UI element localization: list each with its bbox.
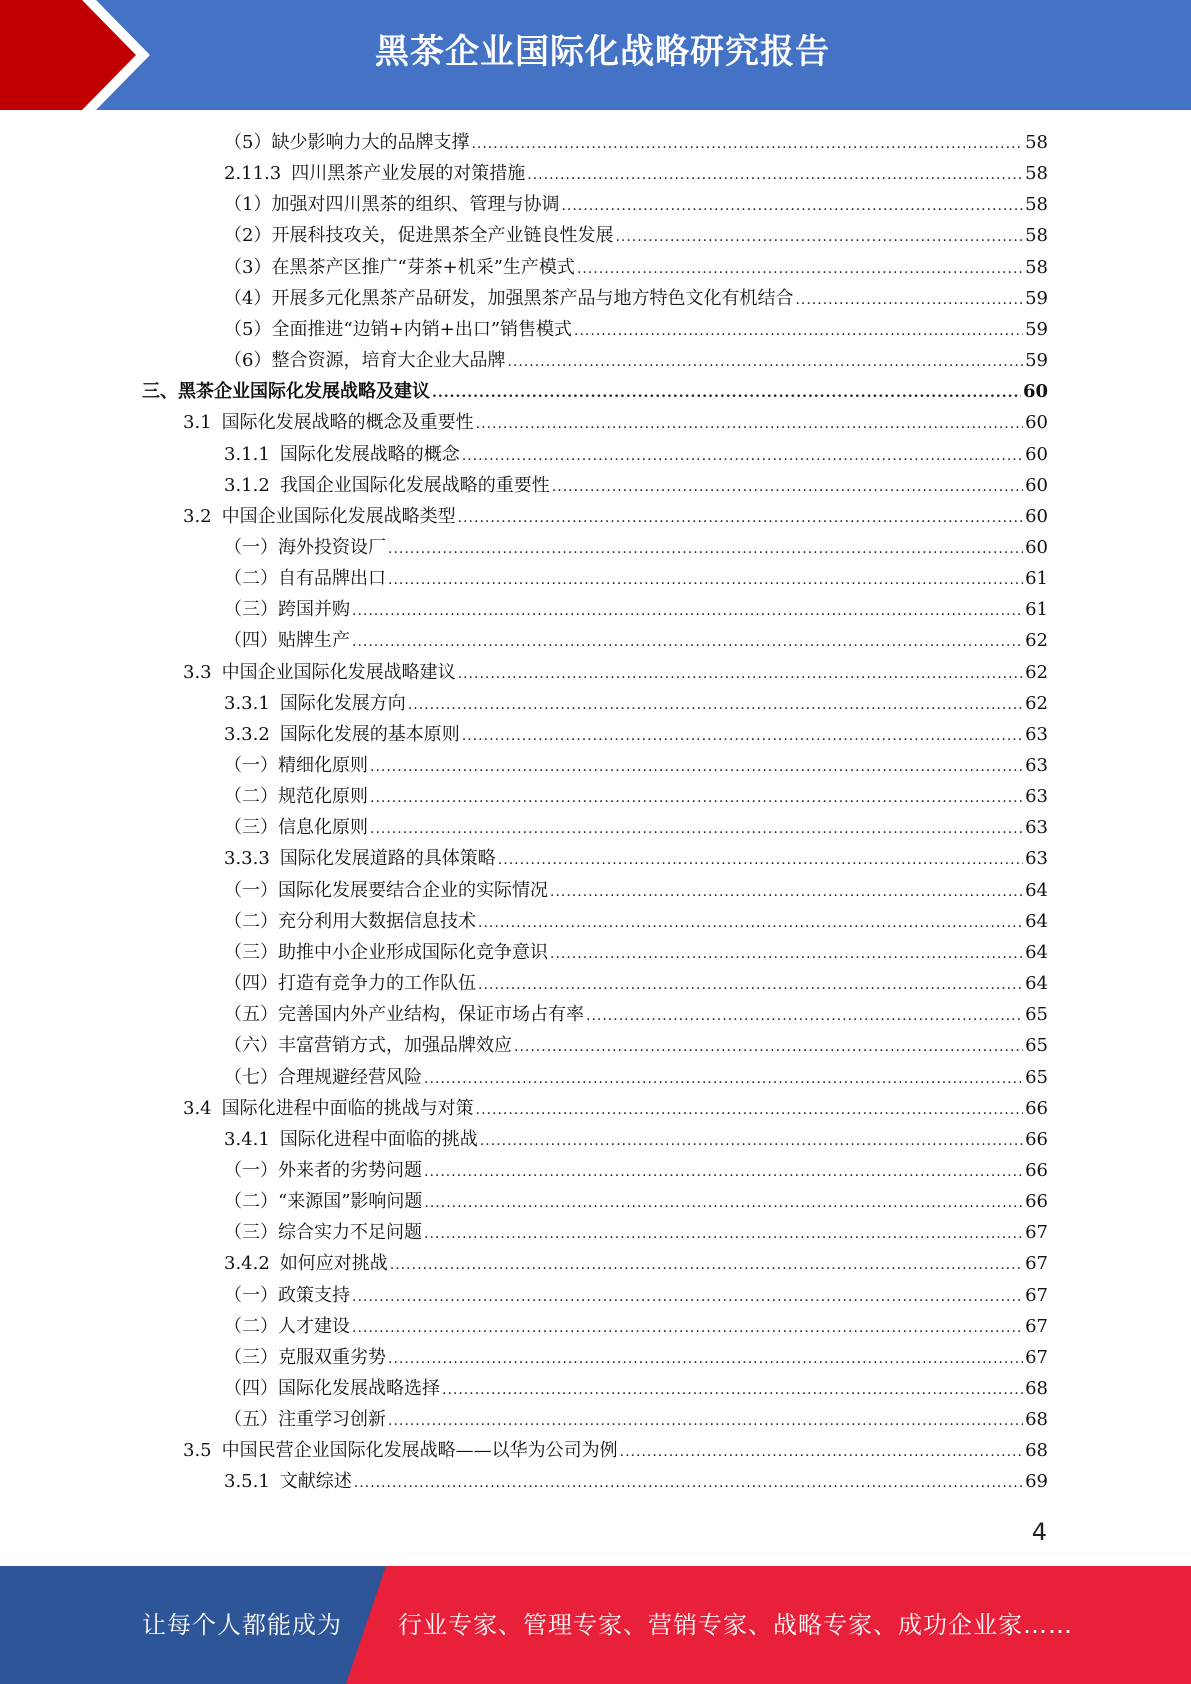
toc-dot-leader bbox=[390, 1250, 1023, 1281]
toc-entry-page: 65 bbox=[1025, 1066, 1048, 1088]
toc-entry-page: 60 bbox=[1025, 412, 1048, 434]
toc-entry-page: 58 bbox=[1025, 163, 1048, 185]
toc-entry-page: 69 bbox=[1025, 1471, 1048, 1493]
toc-entry-number: 3.1.1 bbox=[224, 443, 270, 465]
toc-entry[interactable] bbox=[224, 625, 1048, 656]
toc-entry-number: 2.11.3 bbox=[224, 163, 282, 185]
toc-entry-page: 68 bbox=[1025, 1409, 1048, 1431]
toc-entry[interactable] bbox=[224, 283, 1048, 314]
toc-entry-number: 3.3.2 bbox=[224, 723, 270, 745]
toc-entry[interactable] bbox=[224, 189, 1048, 220]
toc-entry[interactable] bbox=[224, 1404, 1048, 1435]
toc-entry[interactable] bbox=[183, 1093, 1048, 1124]
toc-entry-page: 63 bbox=[1025, 755, 1048, 776]
toc-entry[interactable] bbox=[183, 501, 1048, 532]
toc-dot-leader bbox=[471, 129, 1023, 160]
toc-dot-leader bbox=[561, 191, 1023, 222]
toc-dot-leader bbox=[462, 721, 1023, 752]
toc-entry-page: 64 bbox=[1025, 910, 1048, 932]
toc-entry-page: 63 bbox=[1025, 786, 1048, 808]
toc-entry[interactable] bbox=[224, 1280, 1048, 1311]
toc-entry-title: （五）注重学习创新 bbox=[224, 1409, 386, 1431]
toc-dot-leader bbox=[370, 783, 1023, 814]
toc-entry-title: （一）精细化原则 bbox=[224, 755, 368, 776]
toc-entry-page: 60 bbox=[1022, 381, 1048, 403]
toc-entry-page: 60 bbox=[1025, 443, 1048, 465]
page-footer bbox=[0, 1566, 1191, 1684]
toc-dot-leader bbox=[370, 752, 1023, 783]
toc-entry-title: 三、黑茶企业国际化发展战略及建议 bbox=[142, 381, 430, 403]
toc-dot-leader bbox=[442, 1375, 1023, 1406]
toc-entry-title: 国际化发展道路的具体策略 bbox=[279, 848, 496, 870]
toc-entry-page: 58 bbox=[1025, 225, 1048, 247]
toc-entry[interactable] bbox=[224, 1373, 1048, 1404]
toc-entry-page: 62 bbox=[1025, 661, 1048, 683]
toc-dot-leader bbox=[432, 378, 1021, 409]
toc-entry-title: （四）国际化发展战略选择 bbox=[224, 1378, 440, 1399]
toc-dot-leader bbox=[462, 441, 1023, 472]
toc-entry[interactable] bbox=[224, 127, 1048, 158]
toc-entry-page: 65 bbox=[1025, 1035, 1048, 1057]
toc-dot-leader bbox=[388, 1344, 1023, 1375]
toc-entry-page: 63 bbox=[1025, 723, 1048, 745]
toc-dot-leader bbox=[424, 1157, 1023, 1188]
footer-slogan-left: 让每个人都能成为 bbox=[142, 1611, 342, 1639]
toc-entry-title: （一）海外投资设厂 bbox=[224, 536, 386, 558]
toc-entry-title: （二）“来源国”影响问题 bbox=[224, 1191, 423, 1213]
toc-dot-leader bbox=[354, 1468, 1023, 1499]
toc-dot-leader bbox=[458, 503, 1023, 534]
toc-entry-page: 60 bbox=[1025, 536, 1048, 558]
toc-entry[interactable] bbox=[224, 1155, 1048, 1186]
toc-entry-title: （二）充分利用大数据信息技术 bbox=[224, 910, 476, 932]
toc-entry-title: （三）助推中小企业形成国际化竞争意识 bbox=[224, 941, 548, 963]
toc-dot-leader bbox=[388, 565, 1023, 596]
toc-dot-leader bbox=[577, 254, 1023, 285]
toc-dot-leader bbox=[388, 1406, 1023, 1437]
toc-entry-title: 国际化发展方向 bbox=[279, 692, 406, 714]
toc-entry-title: 国际化进程中面临的挑战 bbox=[279, 1128, 478, 1150]
toc-entry[interactable] bbox=[142, 376, 1048, 407]
toc-entry-page: 62 bbox=[1025, 630, 1048, 652]
toc-entry-page: 67 bbox=[1025, 1222, 1048, 1244]
toc-entry-title: （二）人才建设 bbox=[224, 1315, 350, 1337]
toc-entry-page: 60 bbox=[1025, 505, 1048, 527]
toc-entry[interactable] bbox=[183, 407, 1048, 438]
toc-dot-leader bbox=[424, 1219, 1023, 1250]
toc-entry-page: 64 bbox=[1025, 941, 1048, 963]
toc-entry[interactable] bbox=[224, 812, 1048, 843]
toc-dot-leader bbox=[352, 627, 1023, 658]
toc-entry-title: （三）跨国并购 bbox=[224, 599, 350, 621]
toc-entry-title: （七）合理规避经营风险 bbox=[224, 1066, 422, 1088]
toc-entry-page: 58 bbox=[1025, 132, 1048, 153]
toc-entry-title: （4）开展多元化黑茶产品研发，加强黑茶产品与地方特色文化有机结合 bbox=[224, 287, 794, 309]
toc-dot-leader bbox=[424, 1064, 1023, 1095]
toc-entry[interactable] bbox=[224, 781, 1048, 812]
toc-entry-title: （四）贴牌生产 bbox=[224, 630, 350, 652]
toc-entry-title: （6）整合资源，培育大企业大品牌 bbox=[224, 350, 506, 372]
toc-dot-leader bbox=[527, 160, 1023, 191]
toc-entry-page: 67 bbox=[1025, 1253, 1048, 1275]
toc-entry-title: （一）国际化发展要结合企业的实际情况 bbox=[224, 879, 548, 901]
toc-entry-title: 国际化发展的基本原则 bbox=[279, 723, 460, 745]
toc-entry-title: （二）自有品牌出口 bbox=[224, 568, 386, 590]
toc-entry[interactable] bbox=[224, 439, 1048, 470]
toc-entry[interactable] bbox=[224, 968, 1048, 999]
toc-entry[interactable] bbox=[224, 1217, 1048, 1248]
toc-entry[interactable] bbox=[224, 843, 1048, 874]
toc-entry[interactable] bbox=[224, 252, 1048, 283]
toc-entry[interactable] bbox=[224, 719, 1048, 750]
toc-entry-number: 3.3.1 bbox=[224, 692, 270, 714]
toc-entry[interactable] bbox=[224, 1466, 1048, 1497]
header-title: 黑茶企业国际化战略研究报告 bbox=[375, 32, 830, 72]
toc-entry-title: （三）综合实力不足问题 bbox=[224, 1222, 422, 1244]
toc-entry-number: 3.4.1 bbox=[224, 1128, 270, 1150]
toc-dot-leader bbox=[795, 285, 1023, 316]
toc-entry-page: 67 bbox=[1025, 1346, 1048, 1368]
toc-dot-leader bbox=[478, 908, 1023, 939]
toc-dot-leader bbox=[476, 409, 1023, 440]
toc-entry[interactable] bbox=[224, 158, 1048, 189]
toc-entry[interactable] bbox=[224, 906, 1048, 937]
toc-entry-title: （2）开展科技攻关，促进黑茶全产业链良性发展 bbox=[224, 225, 614, 247]
toc-entry[interactable] bbox=[224, 345, 1048, 376]
toc-entry[interactable] bbox=[183, 657, 1048, 688]
toc-entry[interactable] bbox=[224, 1311, 1048, 1342]
toc-entry[interactable] bbox=[224, 937, 1048, 968]
footer-slogan-right: 行业专家、管理专家、营销专家、战略专家、成功企业家…… bbox=[398, 1611, 1073, 1639]
toc-entry-title: 文献综述 bbox=[279, 1471, 352, 1493]
toc-dot-leader bbox=[507, 347, 1023, 378]
toc-entry-number: 3.3.3 bbox=[224, 848, 270, 870]
toc-dot-leader bbox=[615, 222, 1023, 253]
toc-dot-leader bbox=[352, 596, 1023, 627]
toc-entry-page: 67 bbox=[1025, 1315, 1048, 1337]
toc-entry-page: 62 bbox=[1025, 692, 1048, 714]
toc-entry-number: 3.1.2 bbox=[224, 474, 270, 496]
page-number: 4 bbox=[1031, 1518, 1047, 1546]
toc-dot-leader bbox=[388, 534, 1023, 565]
toc-entry[interactable] bbox=[224, 532, 1048, 563]
toc-entry[interactable] bbox=[183, 1435, 1048, 1466]
toc-entry-number: 3.2 bbox=[183, 505, 212, 527]
toc-entry-page: 59 bbox=[1025, 350, 1048, 372]
toc-entry[interactable] bbox=[224, 1062, 1048, 1093]
toc-entry-number: 3.5 bbox=[183, 1440, 212, 1462]
toc-entry-number: 3.5.1 bbox=[224, 1471, 270, 1493]
toc-entry-number: 3.4.2 bbox=[224, 1253, 270, 1275]
toc-entry-title: （5）缺少影响力大的品牌支撑 bbox=[224, 132, 470, 153]
toc-entry[interactable] bbox=[224, 220, 1048, 251]
toc-entry-title: （三）克服双重劣势 bbox=[224, 1346, 386, 1368]
toc-entry-title: （一）外来者的劣势问题 bbox=[224, 1159, 422, 1181]
toc-entry-page: 66 bbox=[1025, 1159, 1048, 1181]
toc-dot-leader bbox=[498, 845, 1023, 876]
toc-dot-leader bbox=[552, 472, 1023, 503]
toc-entry-page: 60 bbox=[1025, 474, 1048, 496]
toc-entry-page: 59 bbox=[1025, 318, 1048, 340]
toc-dot-leader bbox=[550, 877, 1023, 908]
toc-entry[interactable] bbox=[224, 1342, 1048, 1373]
toc-dot-leader bbox=[352, 1282, 1023, 1313]
toc-entry-title: 中国企业国际化发展战略建议 bbox=[221, 661, 456, 683]
toc-entry-title: （六）丰富营销方式，加强品牌效应 bbox=[224, 1035, 512, 1057]
toc-entry-page: 58 bbox=[1025, 256, 1048, 278]
toc-entry-page: 63 bbox=[1025, 848, 1048, 870]
toc-entry-page: 66 bbox=[1025, 1097, 1048, 1119]
toc-dot-leader bbox=[478, 970, 1023, 1001]
toc-entry[interactable] bbox=[224, 688, 1048, 719]
toc-dot-leader bbox=[574, 316, 1023, 347]
toc-entry-title: 我国企业国际化发展战略的重要性 bbox=[279, 474, 550, 496]
toc-entry-number: 3.1 bbox=[183, 412, 212, 434]
toc-entry-title: 中国民营企业国际化发展战略——以华为公司为例 bbox=[221, 1440, 618, 1462]
toc-entry-title: 四川黑茶产业发展的对策措施 bbox=[291, 163, 526, 185]
toc-entry-title: 如何应对挑战 bbox=[279, 1253, 388, 1275]
toc-entry-page: 67 bbox=[1025, 1284, 1048, 1306]
toc-entry-page: 66 bbox=[1025, 1191, 1048, 1213]
toc-dot-leader bbox=[370, 814, 1023, 845]
toc-entry-title: 中国企业国际化发展战略类型 bbox=[221, 505, 456, 527]
toc-dot-leader bbox=[352, 1313, 1023, 1344]
toc-dot-leader bbox=[550, 939, 1023, 970]
toc-entry-title: （一）政策支持 bbox=[224, 1284, 350, 1306]
toc-entry-number: 3.4 bbox=[183, 1097, 212, 1119]
toc-entry-page: 66 bbox=[1025, 1128, 1048, 1150]
toc-entry-title: 国际化进程中面临的挑战与对策 bbox=[221, 1097, 474, 1119]
page-header bbox=[0, 0, 1191, 110]
toc-entry[interactable] bbox=[224, 470, 1048, 501]
toc-entry-title: 国际化发展战略的概念及重要性 bbox=[221, 412, 474, 434]
toc-entry[interactable] bbox=[224, 563, 1048, 594]
toc-dot-leader bbox=[480, 1126, 1023, 1157]
toc-entry-title: （5）全面推进“边销+内销+出口”销售模式 bbox=[224, 318, 573, 340]
toc-entry[interactable] bbox=[224, 1124, 1048, 1155]
toc-entry-page: 63 bbox=[1025, 817, 1048, 839]
toc-entry-page: 61 bbox=[1025, 599, 1048, 621]
toc-entry-title: （二）规范化原则 bbox=[224, 786, 368, 808]
toc-entry-page: 58 bbox=[1025, 194, 1048, 216]
toc-entry-title: （3）在黑茶产区推广“芽茶+机采”生产模式 bbox=[224, 256, 575, 278]
toc-dot-leader bbox=[586, 1001, 1023, 1032]
toc-entry-page: 64 bbox=[1025, 973, 1048, 995]
toc-entry[interactable] bbox=[224, 750, 1048, 781]
toc-entry-title: （五）完善国内外产业结构，保证市场占有率 bbox=[224, 1004, 584, 1026]
toc-entry-page: 59 bbox=[1025, 287, 1048, 309]
toc-dot-leader bbox=[620, 1437, 1023, 1468]
toc-entry[interactable] bbox=[224, 999, 1048, 1030]
toc-entry-page: 68 bbox=[1025, 1440, 1048, 1462]
toc-dot-leader bbox=[458, 659, 1023, 690]
toc-entry-page: 68 bbox=[1025, 1378, 1048, 1399]
toc-entry-title: （1）加强对四川黑茶的组织、管理与协调 bbox=[224, 194, 560, 216]
toc-entry-page: 65 bbox=[1025, 1004, 1048, 1026]
toc-dot-leader bbox=[424, 1188, 1023, 1219]
toc-entry[interactable] bbox=[224, 1030, 1048, 1061]
toc-dot-leader bbox=[514, 1032, 1023, 1063]
toc-entry-title: 国际化发展战略的概念 bbox=[279, 443, 460, 465]
toc-entry-page: 61 bbox=[1025, 568, 1048, 590]
toc-entry[interactable] bbox=[224, 1248, 1048, 1279]
toc-entry-title: （三）信息化原则 bbox=[224, 817, 368, 839]
toc-dot-leader bbox=[408, 690, 1023, 721]
toc-entry[interactable] bbox=[224, 875, 1048, 906]
toc-entry-number: 3.3 bbox=[183, 661, 212, 683]
toc-dot-leader bbox=[476, 1095, 1023, 1126]
toc-entry-page: 64 bbox=[1025, 879, 1048, 901]
toc-entry-title: （四）打造有竞争力的工作队伍 bbox=[224, 973, 476, 995]
toc-entry[interactable] bbox=[224, 594, 1048, 625]
toc-entry[interactable] bbox=[224, 1186, 1048, 1217]
toc-entry[interactable] bbox=[224, 314, 1048, 345]
